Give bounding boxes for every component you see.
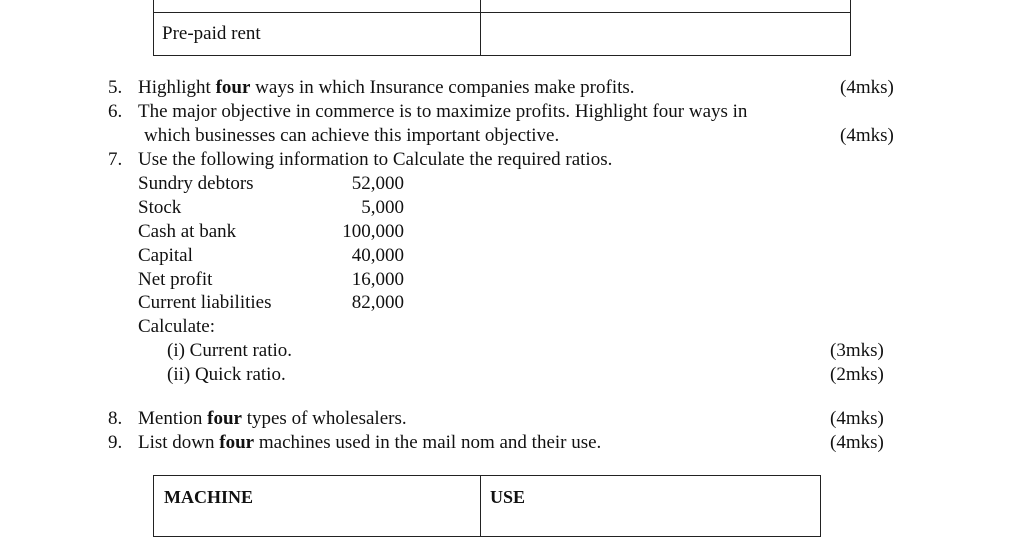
- item-label: Net profit: [138, 269, 213, 290]
- item-label: Current liabilities: [138, 292, 272, 313]
- marks: (3mks): [830, 340, 884, 361]
- top-table: [153, 0, 851, 56]
- question-number: 5.: [108, 77, 123, 98]
- item-label: Stock: [138, 197, 182, 218]
- table-header: USE: [490, 487, 526, 507]
- question-number: 9.: [108, 432, 123, 453]
- table-header: MACHINE: [164, 487, 253, 507]
- question-text: Mention four types of wholesalers.: [138, 408, 407, 429]
- marks: (4mks): [830, 408, 884, 429]
- marks: (4mks): [840, 125, 894, 146]
- item-value: 16,000: [351, 269, 404, 290]
- item-value: 5,000: [361, 197, 404, 218]
- question-text: Use the following information to Calculate the required ratios.: [138, 149, 613, 170]
- question-number: 7.: [108, 149, 123, 170]
- row-divider: [154, 12, 850, 13]
- marks: (4mks): [830, 432, 884, 453]
- question-text-cont: which businesses can achieve this important objective.: [144, 125, 560, 146]
- item-value: 82,000: [351, 292, 404, 313]
- sub-question: (i) Current ratio.: [167, 340, 293, 361]
- column-divider: [480, 476, 481, 536]
- item-label: Capital: [138, 245, 193, 266]
- item-value: 40,000: [351, 245, 404, 266]
- machine-table: [153, 475, 821, 537]
- sub-question: (ii) Quick ratio.: [167, 364, 286, 385]
- question-number: 6.: [108, 101, 123, 122]
- item-label: Cash at bank: [138, 221, 237, 242]
- question-number: 8.: [108, 408, 123, 429]
- column-divider: [480, 0, 481, 55]
- question-text: List down four machines used in the mail nom and their use.: [138, 432, 602, 453]
- calculate-label: Calculate:: [138, 316, 216, 337]
- item-value: 52,000: [351, 173, 404, 194]
- item-value: 100,000: [342, 221, 404, 242]
- marks: (4mks): [840, 77, 894, 98]
- question-text: Highlight four ways in which Insurance companies make profits.: [138, 77, 635, 98]
- item-label: Sundry debtors: [138, 173, 254, 194]
- marks: (2mks): [830, 364, 884, 385]
- table-cell: Pre-paid rent: [162, 23, 261, 44]
- question-text: The major objective in commerce is to maximize profits. Highlight four ways in: [138, 101, 748, 122]
